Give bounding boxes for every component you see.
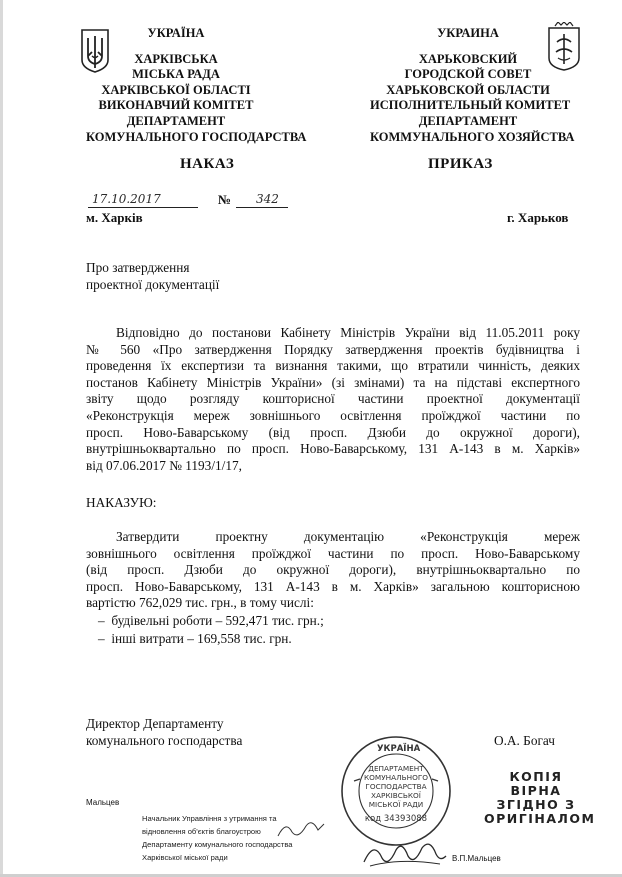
order-word: НАКАЗУЮ: — [86, 495, 157, 510]
subject-line: проектної документації — [86, 276, 220, 292]
signature-position-line: Директор Департаменту — [86, 716, 224, 731]
header-ru-line: ДЕПАРТАМЕНТ — [418, 113, 518, 128]
copy-certified-stamp — [484, 769, 596, 826]
city-ua: м. Харків — [86, 210, 143, 225]
order-item — [98, 631, 292, 648]
header-ua-line: ВИКОНАВЧИЙ КОМІТЕТ — [98, 98, 254, 113]
subject-line: Про затвердження — [86, 260, 190, 275]
signature-position-line: комунального господарства — [86, 732, 243, 748]
header-ua-line: КОМУНАЛЬНОГО ГОСПОДАРСТВА — [86, 129, 307, 144]
signer-name: О.А. Богач — [494, 733, 555, 748]
bullet-dash-icon: – — [98, 631, 105, 646]
header-ua-line: МІСЬКА РАДА — [132, 67, 220, 82]
order-paragraph — [86, 529, 580, 612]
stamp-line: ГОСПОДАРСТВА — [365, 782, 427, 791]
header-ru-line: ИСПОЛНИТЕЛЬНЫЙ КОМИТЕТ — [370, 98, 571, 113]
order-item-text: будівельні роботи – 592,471 тис. грн.; — [111, 613, 324, 628]
header-ru — [370, 26, 575, 145]
header-ua-line: УКРАЇНА — [147, 26, 205, 40]
header-ua-line: ДЕПАРТАМЕНТ — [126, 113, 226, 128]
subject — [86, 260, 386, 293]
date-underline — [88, 207, 198, 208]
order-line: просп. Ново-Баварському, 131 А-143 в м. Харків» загальною кошторисною — [86, 578, 580, 594]
stamp-line: МІСЬКОЇ РАДИ — [368, 800, 424, 809]
bullet-dash-icon: – — [98, 613, 105, 628]
preamble-paragraph — [86, 325, 580, 474]
handwritten-number: 342 — [256, 192, 279, 206]
header-ua-line: ХАРКІВСЬКОЇ ОБЛАСТІ — [101, 82, 251, 97]
number-underline — [236, 207, 288, 208]
number-label: № — [218, 192, 232, 207]
certifier-line: Харківської міської ради — [142, 853, 228, 862]
header-ua — [86, 26, 307, 145]
header-ru-line: ХАРЬКОВСКИЙ — [418, 51, 518, 66]
order-item-text: інші витрати – 169,558 тис. грн. — [111, 631, 292, 646]
stamp-top-text: УКРАЇНА — [377, 744, 421, 754]
header-ru-line: КОММУНАЛЬНОГО ХОЗЯЙСТВА — [370, 129, 575, 144]
certifier-line: відновлення об'єктів благоустрою — [142, 827, 261, 836]
scan-left-edge — [0, 0, 3, 877]
header-ru-line: ГОРОДСКОЙ СОВЕТ — [404, 67, 532, 82]
order-line: вартістю 762,029 тис. грн., в тому числі: — [86, 595, 314, 611]
certifier-signature-icon — [276, 818, 326, 842]
certifier-line: Департаменту комунального господарства — [142, 840, 293, 849]
order-line: (від просп. Дзюби до окружної дороги), внутрішньоквартально по — [86, 562, 580, 578]
header-ru-line: УКРАИНА — [437, 26, 499, 40]
copy-stamp-line: ОРИГІНАЛОМ — [484, 811, 596, 826]
preamble-line: внутрішньоквартально по просп. Ново-Баварському, 131 А-143 в м. Харків» — [86, 441, 580, 457]
preamble-line: від 07.06.2017 № 1193/1/17, — [86, 457, 242, 473]
certifier-line: Начальник Управління з утримання та — [142, 814, 277, 823]
preamble-line: № 560 «Про затвердження Порядку затвердження проектів будівництва і — [86, 341, 580, 357]
order-line: Затвердити проектну документацію «Реконструкція мереж — [116, 529, 580, 544]
preamble-line: постанов Кабінету Міністрів України» (зі змінами) та на підставі експертного — [86, 374, 580, 390]
preamble-line: звіту щодо розгляду кошторисної частини проектної документації — [86, 391, 580, 407]
header-ru-line: ХАРЬКОВСКОЙ ОБЛАСТИ — [386, 82, 550, 97]
official-round-stamp — [340, 735, 452, 847]
stamp-line: ДЕПАРТАМЕНТ — [368, 764, 424, 773]
handwritten-date: 17.10.2017 — [92, 192, 161, 206]
stamp-code: код 34393088 — [364, 814, 428, 824]
preamble-line: проведення їх експертизи та визнання такими, що втратили чинність, деяких — [86, 358, 580, 374]
copy-stamp-line: КОПІЯ ВІРНА — [509, 769, 563, 798]
copy-stamp-line: ЗГІДНО З — [496, 797, 576, 812]
header-ua-line: ХАРКІВСЬКА — [134, 51, 218, 66]
order-item — [98, 613, 324, 630]
order-line: зовнішнього освітлення проїжджої частини по просп. Ново-Баварському — [86, 545, 580, 561]
preamble-line: просп. Ново-Баварському (від просп. Дзюби до окружної дороги), — [86, 424, 580, 440]
doc-type-ua: НАКАЗ — [180, 156, 235, 172]
signature-position — [86, 716, 306, 749]
handwritten-signature-icon — [360, 836, 450, 870]
certifier-name: В.П.Мальцев — [452, 854, 501, 863]
stamp-line: ХАРКІВСЬКОЇ — [371, 791, 421, 800]
executor-name: Мальцев — [86, 798, 120, 807]
doc-type-ru: ПРИКАЗ — [428, 156, 493, 172]
stamp-line: КОМУНАЛЬНОГО — [363, 773, 429, 782]
preamble-line: Відповідно до постанови Кабінету Міністрів України від 11.05.2011 року — [116, 325, 580, 340]
preamble-line: «Реконструкція мереж зовнішнього освітлення проїжджої частини по — [86, 407, 580, 423]
city-ru: г. Харьков — [507, 210, 569, 225]
